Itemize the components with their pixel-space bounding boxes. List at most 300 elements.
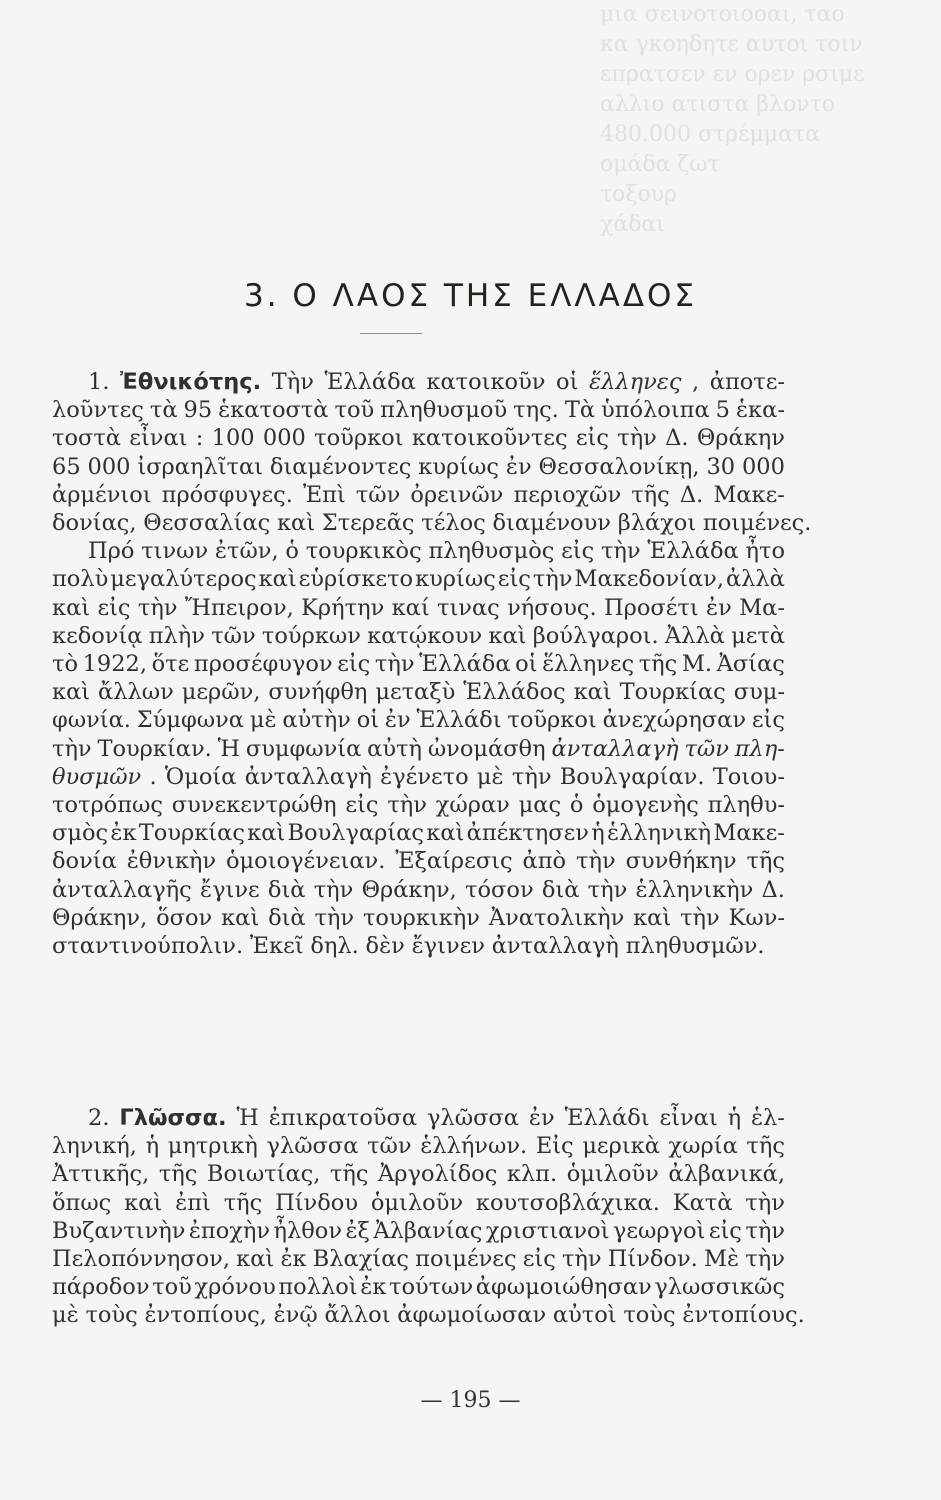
word: Τοιου- [712, 763, 785, 790]
word: Πίνδον. [607, 1246, 698, 1273]
section-label: Γλῶσσα. [119, 1105, 227, 1131]
word: ἐν [505, 453, 532, 480]
word: χωρία [668, 1133, 738, 1160]
word: Θράκην [696, 425, 785, 452]
word: μεγαλύτερος [110, 566, 257, 593]
word: σμὸς [52, 820, 109, 847]
word: ἕλληνες [589, 369, 682, 395]
word: τὴν [745, 1189, 785, 1216]
word: Τὴν [271, 369, 314, 395]
word: κεδονίᾳ [52, 622, 143, 649]
word: τοὺς [85, 1302, 138, 1329]
text-line [52, 1189, 785, 1217]
word: ἀνταλλαγὴ [491, 933, 619, 960]
word: καὶ [247, 820, 286, 847]
word: χώραν [435, 792, 510, 819]
word: 1. [88, 369, 110, 395]
word: ἀνταλλαγῆς [52, 876, 192, 903]
bleed-line: επρατσεν εν ορεν ρσιμε [600, 62, 865, 87]
word: τῶν [684, 735, 729, 762]
text-line [52, 1301, 805, 1329]
word: μὲ [249, 707, 277, 734]
word: ὁμογενὴς [592, 792, 699, 819]
word: τοῦρκοι [507, 707, 597, 734]
word: Ἀργολίδος [378, 1161, 498, 1188]
word: Ἀλβανίας [373, 1217, 483, 1244]
word: ἐν [384, 707, 411, 734]
word: καί [391, 594, 430, 621]
word: οἱ [356, 707, 380, 734]
text-line [52, 819, 785, 847]
word: τὴν [617, 425, 657, 452]
word: τῶν [355, 481, 401, 508]
word: τὴν [745, 1217, 785, 1244]
word: εἰς [751, 707, 785, 734]
text-line [52, 396, 785, 424]
word: φωνία. [52, 707, 131, 734]
word: 000 [262, 425, 306, 452]
word: 000 [741, 453, 785, 480]
word: Εἰς [535, 1133, 574, 1160]
section-language [52, 1104, 805, 1330]
word: Ἀνατολικὴν [488, 904, 625, 931]
word: περιοχῶν [513, 481, 622, 508]
word: τὴν [745, 1246, 785, 1273]
word: τὴν [561, 1246, 602, 1273]
word: τὴν [387, 792, 427, 819]
word: ἑλ- [750, 1105, 785, 1131]
text-line [52, 481, 785, 509]
word: Ἡ [217, 735, 240, 762]
bleed-line: 480.000 στρέμματα [600, 122, 820, 147]
word: ἀνταλλαγὴ [244, 763, 372, 790]
word: ὁ [569, 792, 584, 819]
section-label: Ἐθνικότης. [120, 369, 262, 395]
word: ποιμένες. [702, 510, 812, 537]
text-line [52, 424, 785, 452]
word: Κατὰ [672, 1189, 733, 1216]
word: τόσον [465, 876, 534, 903]
word: Ἡ [236, 1105, 259, 1131]
text-line [52, 1132, 785, 1160]
word: μετὰ [731, 622, 785, 649]
word: δὲν [365, 933, 405, 960]
word: πληθυσμοῦ [380, 397, 508, 424]
word: ἔγινε [200, 876, 260, 903]
word: κατῴκουν [367, 622, 483, 649]
word: Ἐκεῖ [249, 933, 304, 960]
word: Ἑλλάδος [463, 679, 566, 706]
text-line [52, 594, 785, 622]
word: μερικὰ [582, 1133, 660, 1160]
word: αὐτὴ [367, 735, 422, 762]
text-line [52, 1104, 785, 1132]
word: εἶναι [129, 425, 188, 452]
word: τὴν [52, 735, 92, 762]
word: τινας [437, 594, 500, 621]
text-line [52, 791, 785, 819]
word: Μακε- [713, 820, 785, 847]
word: διὰ [267, 876, 306, 903]
bleed-line: τοξουρ [600, 182, 678, 207]
word: ἐπικρατοῦσα [268, 1105, 418, 1131]
word: πολὺ [52, 566, 109, 593]
word: ἑλληνικὴν [635, 876, 754, 903]
word: δονία [52, 848, 117, 875]
word: τὴν [137, 594, 178, 621]
word: βλάχοι [617, 510, 697, 537]
word: ἐπὶ [175, 1189, 211, 1216]
word: εἰς [97, 594, 131, 621]
bleed-line: χάδαι [600, 212, 665, 237]
word: πληθυσμὸς [428, 538, 555, 565]
word: κατοικοῦντες [411, 425, 568, 452]
word: Ἑλλάδα [647, 538, 739, 565]
word: ἐνῷ [273, 1302, 318, 1329]
word: κατοικοῦν [426, 369, 546, 395]
word: διὰ [541, 876, 580, 903]
word: ὅτε [151, 651, 190, 678]
word: ἀφωμοιώθησαν [475, 1274, 652, 1301]
word: τῆς [638, 651, 678, 678]
word: τούτων [389, 1274, 474, 1301]
word: κουτσοβλάχικα. [475, 1189, 660, 1216]
text-line [52, 904, 785, 932]
word: 000 [87, 453, 131, 480]
word: μεταξὺ [375, 679, 456, 706]
word: τοστὰ [52, 425, 121, 452]
word: ἄλλοι [324, 1302, 391, 1329]
text-line [52, 1273, 785, 1301]
word: Δ. [679, 481, 704, 508]
word: Σύμφωνα [136, 707, 244, 734]
word: ἦλθον [273, 1217, 343, 1244]
word: πρόσφυγες. [161, 481, 293, 508]
heading-rule [360, 333, 422, 334]
word: Μακε- [713, 481, 785, 508]
word: τὰ [149, 397, 178, 424]
word: : [195, 425, 204, 452]
word: διὰ [268, 904, 306, 931]
word: καὶ [52, 679, 91, 706]
word: Ἑλλάδα [419, 651, 511, 678]
word: Δ. [665, 425, 689, 452]
word: μητρικὴ [167, 1133, 258, 1160]
word: τῆς [158, 1161, 198, 1188]
text-line [52, 735, 785, 763]
word: Τουρκίας [138, 820, 245, 847]
word: Ἀττικῆς, [52, 1161, 150, 1188]
word: ἀλλὰ [725, 566, 785, 593]
word: συμ- [733, 679, 785, 706]
word: εἰς [337, 651, 371, 678]
word: καὶ [488, 622, 527, 649]
word: ἀπέκτησεν [466, 820, 589, 847]
word: χρόνου [194, 1274, 276, 1301]
word: τὴν [374, 651, 415, 678]
word: Δ. [761, 876, 785, 903]
word: εἰς [522, 1246, 556, 1273]
word: πληθυσμῶν. [625, 933, 765, 960]
word: τῶν [211, 622, 256, 649]
word: ἑλλήνων. [420, 1133, 528, 1160]
word: ἀφωμοίωσαν [397, 1302, 547, 1329]
word: Κων- [728, 904, 785, 931]
word: 5 [715, 397, 730, 424]
word: μὲ [52, 1302, 79, 1329]
word: τοῦ [334, 397, 375, 424]
word: δηλ. [310, 933, 359, 960]
word: τουρκικὴν [362, 904, 480, 931]
word: ἐποχὴν [188, 1217, 271, 1244]
word: ἐκ [110, 820, 137, 847]
word: Μὲ [703, 1246, 740, 1273]
word: πλὴν [148, 622, 205, 649]
word: τοῦ [152, 1274, 192, 1301]
word: ὅσον [156, 904, 213, 931]
word: εὑρίσκετο [298, 566, 414, 593]
text-line [52, 1217, 785, 1245]
text-line [52, 1160, 785, 1188]
word: καὶ [221, 904, 260, 931]
word: ὅπως [52, 1189, 112, 1216]
word: προσέφυγον [193, 651, 333, 678]
word: Θράκην, [52, 904, 148, 931]
word: εἰς [497, 566, 531, 593]
word: Βουλγαρίας [287, 820, 425, 847]
word: ἡ [145, 1133, 160, 1160]
word: τῆς [746, 1133, 785, 1160]
page-number: — 195 — [420, 1388, 521, 1413]
bleed-line: κα γκοηδητε αυτοι τοιν [600, 32, 863, 57]
word: γλῶσσα [266, 1133, 359, 1160]
word: Θεσσαλονίκῃ, [538, 453, 700, 480]
word: καὶ [236, 1246, 275, 1273]
word: ὀρεινῶν [410, 481, 504, 508]
word: τὴν [532, 566, 573, 593]
word: τῶν [367, 1133, 412, 1160]
chapter-heading: 3. Ο ΛΑΟΣ ΤΗΣ ΕΛΛΑΔΟΣ [243, 278, 698, 314]
word: οἱ [515, 651, 538, 678]
word: ἑλληνικὴ [606, 820, 712, 847]
word: Πελοπόννησον, [52, 1246, 230, 1273]
word: τὴν [511, 763, 552, 790]
word: Ἀλλὰ [664, 622, 725, 649]
word: καὶ [573, 679, 612, 706]
word: ὁμοιογένειαν. [226, 848, 386, 875]
word: κυρίως [415, 566, 496, 593]
word: τοτρόπως [52, 792, 163, 819]
word: ἐτῶν, [214, 538, 279, 565]
word: κλπ. [506, 1161, 558, 1188]
word: συνεκεντρώθη [171, 792, 337, 819]
text-line [52, 453, 785, 481]
word: πάροδον [52, 1274, 150, 1301]
word: εἰς [708, 1217, 742, 1244]
word: τὴν [576, 848, 616, 875]
word: Βοιωτίας, [206, 1161, 321, 1188]
word: τῆς [746, 848, 785, 875]
word: ἑκατοστὰ [218, 397, 329, 424]
word: Ὁμοία [164, 763, 237, 790]
word: 100 [211, 425, 255, 452]
text-line [52, 509, 812, 537]
word: ἀνταλλαγὴ [551, 735, 679, 762]
word: ἐξ [345, 1217, 370, 1244]
word: τῆς [223, 1189, 263, 1216]
word: Ἑλλάδι [564, 1105, 650, 1131]
bleed-line: μια σεινοτοιοοαι, ταο [600, 2, 845, 27]
text-line [52, 650, 785, 678]
word: Πίνδου [275, 1189, 359, 1216]
word: ἐθνικὴν [126, 848, 217, 875]
section-ethnicity [52, 368, 812, 960]
word: ἐν [706, 594, 732, 621]
word: Προσέτι [603, 594, 699, 621]
word: διαμένουν [492, 510, 611, 537]
word: τὴν [680, 904, 720, 931]
word: Τουρκίαν. [97, 735, 212, 762]
word: τέλος [421, 510, 486, 537]
word: εἰς [575, 425, 609, 452]
word: ἐγένετο [380, 763, 469, 790]
word: 65 [52, 453, 81, 480]
word: κυρίως [418, 453, 499, 480]
word: λοῦντες [52, 397, 144, 424]
word: Βλαχίας [312, 1246, 409, 1273]
word: ὠνομάσθη [427, 735, 546, 762]
word: γεωργοὶ [612, 1217, 706, 1244]
word: τοῦρκοι [314, 425, 404, 452]
word: συνθήκην [625, 848, 737, 875]
word: συμφωνία [245, 735, 362, 762]
word: 95 [183, 397, 213, 424]
text-line [52, 706, 785, 734]
word: ἐκ [360, 1274, 387, 1301]
word: ἑκα- [735, 397, 785, 424]
word: Ἑλλάδα [324, 369, 416, 395]
word: ἐντοπίους, [144, 1302, 267, 1329]
word: θυσμῶν [52, 763, 142, 790]
word: ἕλληνες [542, 651, 635, 678]
word: πληθυ- [707, 792, 785, 819]
word: γλωσσικῶς [654, 1274, 785, 1301]
word: Μ. [681, 651, 713, 678]
word: Βουλγαρίαν. [559, 763, 705, 790]
word: ὁ [285, 538, 299, 565]
word: πολλοὶ [278, 1274, 358, 1301]
word: Ἤπειρον, [184, 594, 294, 621]
word: αὐτὴν [282, 707, 351, 734]
word: τοὺς [623, 1302, 676, 1329]
word: τὴν [314, 904, 355, 931]
word: καὶ [276, 510, 316, 537]
word: τῆς [329, 1161, 369, 1188]
word: 1922, [82, 651, 148, 678]
word: γλῶσσα [427, 1105, 519, 1131]
word: μας [518, 792, 562, 819]
word: Ἑλλάδι [416, 707, 502, 734]
word: τινων [141, 538, 209, 565]
word: τὴν [600, 538, 641, 565]
text-line [52, 876, 785, 904]
text-line [52, 678, 785, 706]
word: τουρκικὸς [305, 538, 422, 565]
word: 2. [88, 1105, 110, 1131]
word: ἐντοπίους. [682, 1302, 805, 1329]
word: ποιμένες [415, 1246, 517, 1273]
word: ἀρμένιοι [52, 481, 152, 508]
text-line [52, 537, 785, 565]
word: ἰσραηλῖται [137, 453, 264, 480]
word: τῆς [631, 481, 670, 508]
word: Πρό [88, 538, 135, 565]
word: ἡ [591, 820, 605, 847]
word: διαμένοντες [269, 453, 412, 480]
word: ἀνεχώρησαν [602, 707, 747, 734]
word: Θράκην, [361, 876, 457, 903]
text-line [52, 1245, 785, 1273]
word: της. [513, 397, 559, 424]
word: νήσους. [507, 594, 597, 621]
word: καὶ [52, 594, 91, 621]
word: Τὰ [564, 397, 596, 424]
word: ὁμιλοῦν [566, 1161, 659, 1188]
text-line [52, 565, 785, 593]
text-line [52, 763, 785, 791]
word: ἀποτε- [709, 369, 785, 395]
word: καὶ [426, 820, 465, 847]
word: καὶ [633, 904, 672, 931]
word: μερῶν, [181, 679, 261, 706]
word: ἡ [727, 1105, 742, 1131]
word: ὑπόλοιπα [601, 397, 710, 424]
word: 30 [706, 453, 736, 480]
word: Μακεδονίαν, [574, 566, 724, 593]
word: καὶ [258, 566, 297, 593]
word: ἀλβανικά, [668, 1161, 785, 1188]
word: Ἐπὶ [302, 481, 346, 508]
word: χριστιανοὶ [485, 1217, 610, 1244]
word: Ἐξαίρεσις [395, 848, 513, 875]
word: εἰς [561, 538, 595, 565]
word: αὐτοὶ [552, 1302, 617, 1329]
word: μὲ [476, 763, 504, 790]
word: ἐκ [280, 1246, 307, 1273]
word: ἀπὸ [522, 848, 567, 875]
word: πλη- [734, 735, 785, 762]
word: ἔγινεν [411, 933, 485, 960]
word: δονίας, [52, 510, 137, 537]
word: ἄλλων [98, 679, 174, 706]
word: βούλγαροι. [532, 622, 659, 649]
word: συνήφθη [268, 679, 368, 706]
word: , [692, 369, 700, 395]
word: Τουρκίας [619, 679, 726, 706]
word: Στερεᾶς [321, 510, 415, 537]
text-line [52, 368, 785, 396]
word: Βυζαντινὴν [52, 1217, 186, 1244]
word: εἰς [345, 792, 379, 819]
bleed-line: αλλιο ατιστα βλοντο [600, 92, 835, 117]
word: ληνική, [52, 1133, 137, 1160]
text-line [52, 932, 785, 960]
word: Κρήτην [301, 594, 385, 621]
word: ἦτο [745, 538, 785, 565]
word: καὶ [124, 1189, 163, 1216]
word: τὴν [313, 876, 354, 903]
bleed-line: ομάδα ζωτ [600, 152, 720, 177]
